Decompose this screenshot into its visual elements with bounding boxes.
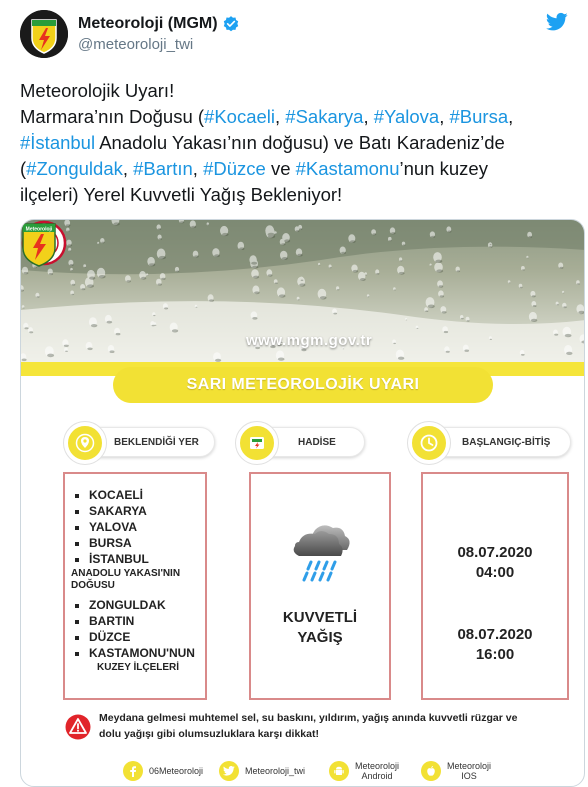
rain-drop-shadow xyxy=(159,238,162,240)
rain-drop-shadow xyxy=(580,313,582,314)
rain-drop-shadow xyxy=(457,270,461,272)
rain-drop-shadow xyxy=(282,257,288,260)
rain-drop-shadow xyxy=(149,263,153,265)
author-name[interactable]: Meteoroloji (MGM) xyxy=(78,15,218,32)
apple-icon xyxy=(425,765,437,777)
bullet-icon xyxy=(75,510,79,514)
weather-report-icon xyxy=(247,433,267,453)
footer-facebook[interactable] xyxy=(123,756,203,786)
location-label: DÜZCE xyxy=(89,630,131,644)
warning-card[interactable] xyxy=(20,219,585,787)
location-item xyxy=(75,646,195,660)
rain-drop-shadow xyxy=(531,319,537,322)
rain-drop-shadow xyxy=(490,339,492,340)
rain-drop-shadow xyxy=(489,246,493,248)
location-item xyxy=(71,580,115,591)
location-label: KUZEY İLÇELERİ xyxy=(97,662,180,673)
tweet-text-segment: Anadolu Yakası’nın doğusu) ve Batı Karadeniz’de xyxy=(95,132,505,153)
rain-drop-shadow xyxy=(268,274,273,276)
tweet-text-segment: , xyxy=(508,106,514,127)
tweet-text-segment: , xyxy=(363,106,374,127)
location-label: BURSA xyxy=(89,536,132,550)
tweet-text-segment: Marmara’nın Doğusu ( xyxy=(20,106,205,127)
rain-drop-shadow xyxy=(251,262,257,265)
rain-drop-shadow xyxy=(268,233,275,237)
rain-drop-shadow xyxy=(152,325,155,327)
rain-drop-shadow xyxy=(253,276,259,279)
pill-period-label: BAŞLANGIÇ-BİTİŞ xyxy=(462,437,551,448)
rain-drop-shadow xyxy=(394,290,396,291)
rain-drop-shadow xyxy=(284,239,290,242)
rain-drop-shadow xyxy=(444,331,448,333)
rain-drop-shadow xyxy=(116,333,121,335)
pill-period xyxy=(413,427,571,457)
rain-drop-shadow xyxy=(300,284,305,286)
author-handle[interactable]: @meteoroloji_twi xyxy=(78,36,194,53)
rain-drop-shadow xyxy=(209,299,214,301)
tweet-text xyxy=(20,78,575,208)
tweet-text-segment: ilçeleri) Yerel Kuvvetli Yağış Bekleniyor! xyxy=(20,184,343,205)
hashtag-link[interactable]: #Düzce xyxy=(203,158,266,179)
rain-drop-shadow xyxy=(87,348,92,351)
rain-drop-shadow xyxy=(65,351,68,352)
hashtag-link[interactable]: #Kastamonu xyxy=(295,158,400,179)
rain-drop-shadow xyxy=(533,305,537,307)
footer-ios[interactable] xyxy=(421,756,491,786)
rain-drop-shadow xyxy=(278,358,285,361)
rain-drop-shadow xyxy=(98,244,100,245)
rain-drop-shadow xyxy=(365,275,367,276)
rain-drop-shadow xyxy=(71,294,74,295)
rain-drop-shadow xyxy=(153,315,155,316)
footer-twitter-label: Meteoroloji_twi xyxy=(245,766,306,776)
rain-drop-shadow xyxy=(91,324,97,327)
hashtag-link[interactable]: #Bartın xyxy=(133,158,193,179)
rain-drop-shadow xyxy=(406,320,408,321)
location-label: İSTANBUL xyxy=(89,552,149,566)
rain-drop-shadow xyxy=(81,288,85,290)
rain-drop-shadow xyxy=(22,308,24,309)
location-item xyxy=(75,520,137,534)
pill-hazard-label: HADİSE xyxy=(298,437,336,448)
rain-drop-shadow xyxy=(353,270,358,273)
rain-drop-shadow xyxy=(22,359,27,362)
footer-facebook-label: 06Meteoroloji xyxy=(149,766,204,776)
rain-drop-shadow xyxy=(532,295,536,297)
rain-drop-shadow xyxy=(376,273,379,275)
location-item xyxy=(97,662,179,673)
location-item xyxy=(75,614,134,628)
rain-drop-shadow xyxy=(252,266,258,269)
rain-drop-shadow xyxy=(87,284,94,287)
rain-cloud-icon xyxy=(289,522,353,588)
tweet-text-segment: ’nun kuzey xyxy=(399,158,488,179)
rain-drop-shadow xyxy=(393,343,396,344)
location-label: ANADOLU YAKASI'NIN xyxy=(71,568,181,579)
location-item xyxy=(75,552,149,566)
rain-drop-shadow xyxy=(337,289,340,290)
footer-android-label: Meteoroloji Android xyxy=(355,761,400,781)
hazard-box xyxy=(249,472,391,700)
location-item xyxy=(75,504,147,518)
hashtag-link[interactable]: #Zonguldak xyxy=(26,158,123,179)
bullet-icon xyxy=(75,542,79,546)
location-item xyxy=(75,488,143,502)
rain-drop-shadow xyxy=(350,240,356,243)
rain-drop-shadow xyxy=(275,282,278,284)
rain-drop-shadow xyxy=(207,224,209,225)
rain-drop-shadow xyxy=(431,236,435,238)
rain-drop-shadow xyxy=(430,265,432,266)
rain-drop-shadow xyxy=(194,255,199,257)
rain-drop-shadow xyxy=(254,291,260,294)
rain-drop-shadow xyxy=(320,296,327,299)
rain-drop-shadow xyxy=(556,304,558,305)
twitter-icon[interactable] xyxy=(546,12,568,32)
rain-drop-shadow xyxy=(180,221,184,223)
rain-drop-shadow xyxy=(281,243,285,245)
tweet-text-line xyxy=(20,130,575,156)
rain-drop-shadow xyxy=(297,299,299,300)
rain-drop-shadow xyxy=(439,285,444,287)
rain-drop-shadow xyxy=(442,311,447,313)
rain-drop-shadow xyxy=(461,318,464,319)
rain-drop-shadow xyxy=(509,282,511,283)
avatar[interactable] xyxy=(20,10,68,58)
tweet-text-segment: , xyxy=(192,158,204,179)
footer-android[interactable] xyxy=(329,756,399,786)
rain-drop-shadow xyxy=(566,352,572,355)
rain-drop-shadow xyxy=(360,278,366,281)
tweet-text-line xyxy=(20,182,575,208)
rain-drop-shadow xyxy=(446,351,450,353)
bullet-icon xyxy=(75,604,79,608)
bullet-icon xyxy=(75,526,79,530)
verified-icon xyxy=(222,15,240,33)
rain-drop-shadow xyxy=(49,273,53,275)
rain-drop-shadow xyxy=(107,321,113,324)
location-label: SAKARYA xyxy=(89,504,147,518)
rain-drop-shadow xyxy=(214,254,220,257)
rain-drop-shadow xyxy=(416,328,418,329)
rain-drop-shadow xyxy=(279,294,286,297)
rain-drop-shadow xyxy=(64,345,69,347)
rain-drop-shadow xyxy=(299,228,302,230)
pill-hazard xyxy=(241,427,365,457)
rain-drop-shadow xyxy=(126,280,131,282)
bullet-icon xyxy=(75,620,79,624)
rain-drop-shadow xyxy=(297,254,302,257)
rain-drop-shadow xyxy=(368,296,370,297)
hashtag-link[interactable]: #İstanbul xyxy=(20,132,96,153)
location-item xyxy=(75,630,130,644)
pill-location xyxy=(69,427,215,457)
rain-drop-shadow xyxy=(520,287,523,288)
rain-drop-shadow xyxy=(400,260,403,261)
rain-drop-shadow xyxy=(69,250,71,251)
rain-drop-shadow xyxy=(448,231,452,233)
footer-twitter[interactable] xyxy=(219,756,305,786)
warning-title: SARI METEOROLOJİK UYARI xyxy=(113,367,493,403)
mgm-url[interactable]: www.mgm.gov.tr xyxy=(246,332,373,349)
start-time: 04:00 xyxy=(475,564,515,581)
location-label: KOCAELİ xyxy=(89,488,143,502)
rain-drop-shadow xyxy=(21,290,24,292)
bullet-icon xyxy=(75,636,79,640)
facebook-icon xyxy=(127,765,139,777)
rain-drop-shadow xyxy=(68,244,72,246)
period-box xyxy=(421,472,569,700)
android-icon xyxy=(333,765,345,777)
rain-drop-shadow xyxy=(24,327,28,329)
location-label: BARTIN xyxy=(89,614,135,628)
rain-drop-shadow xyxy=(252,317,257,320)
rain-drop-shadow xyxy=(399,272,405,275)
rain-drop-shadow xyxy=(89,277,95,280)
hazard-line-1: KUVVETLİ xyxy=(282,609,358,626)
rain-drop-shadow xyxy=(296,230,300,232)
location-item xyxy=(71,568,180,579)
rain-drop-shadow xyxy=(522,269,525,270)
rain-drop-shadow xyxy=(158,228,162,230)
rain-drop-shadow xyxy=(71,270,73,271)
tweet-text-segment: , xyxy=(275,106,286,127)
warning-line-2: dolu yağışı gibi olumsuzluklara karşı dikkat! xyxy=(99,728,319,740)
rain-drop-shadow xyxy=(391,232,395,234)
warning-line-1: Meydana gelmesi muhtemel sel, su baskını, yıldırım, yağış anında kuvvetli rüzgar ve xyxy=(99,712,518,724)
pill-location-label: BEKLENDİĞİ YER xyxy=(114,437,199,448)
rain-drop-shadow xyxy=(563,306,566,308)
rain-drop-shadow xyxy=(239,247,244,250)
rain-drop-shadow xyxy=(333,313,337,315)
rain-drop-shadow xyxy=(195,307,197,308)
tweet-text-segment: , xyxy=(122,158,134,179)
tweet-header xyxy=(20,10,568,62)
locations-box xyxy=(63,472,207,700)
rain-drop-shadow xyxy=(159,256,166,259)
rain-drop-shadow xyxy=(176,271,179,273)
rain-drop-shadow xyxy=(563,293,565,294)
hashtag-link[interactable]: #Sakarya xyxy=(285,106,364,127)
rain-drop-shadow xyxy=(70,264,74,266)
twitter-bird-icon xyxy=(223,765,235,777)
rain-drop-shadow xyxy=(29,331,33,333)
hazard-line-2: YAĞIŞ xyxy=(297,629,343,646)
footer-ios-label: Meteoroloji IOS xyxy=(447,761,492,781)
rain-drop-shadow xyxy=(24,272,29,274)
tweet-text-segment: Meteorolojik Uyarı! xyxy=(20,80,175,101)
start-date: 08.07.2020 xyxy=(457,544,533,561)
rain-drop-shadow xyxy=(158,283,162,285)
rain-drop-shadow xyxy=(161,278,165,280)
rain-drop-shadow xyxy=(84,267,86,268)
author-names xyxy=(78,15,240,53)
tweet-text-segment: , xyxy=(439,106,450,127)
location-pin-icon xyxy=(75,433,95,453)
mgm-logo xyxy=(21,220,57,268)
rain-drop-shadow xyxy=(101,242,104,244)
rain-drop-shadow xyxy=(559,267,563,269)
rain-drop-shadow xyxy=(67,230,70,231)
rain-drop-shadow xyxy=(527,258,529,259)
location-label: KASTAMONU'NUN xyxy=(89,646,195,660)
rain-drop-shadow xyxy=(554,334,558,336)
location-item xyxy=(75,598,166,612)
rain-drop-shadow xyxy=(436,269,443,272)
rain-drop-shadow xyxy=(99,275,106,278)
rain-drop-shadow xyxy=(425,310,428,312)
rain-drop-shadow xyxy=(577,283,580,284)
warning-text xyxy=(99,710,579,742)
bullet-icon xyxy=(75,652,79,656)
rain-drop-shadow xyxy=(389,240,392,241)
rain-drop-shadow xyxy=(172,329,178,332)
rain-drop-shadow xyxy=(164,307,168,309)
rain-drop-shadow xyxy=(521,354,525,356)
rain-drop-shadow xyxy=(440,295,445,297)
rain-drop-shadow xyxy=(222,233,229,236)
rain-drop-shadow xyxy=(341,252,346,254)
hashtag-link[interactable]: #Bursa xyxy=(449,106,509,127)
rain-drop-shadow xyxy=(141,277,146,280)
rain-drop-shadow xyxy=(110,350,115,353)
rain-drop-shadow xyxy=(329,267,331,268)
location-item xyxy=(75,536,132,550)
bullet-icon xyxy=(75,558,79,562)
rain-drop-shadow xyxy=(403,244,406,245)
rain-drop-shadow xyxy=(72,284,76,286)
rain-drop-shadow xyxy=(466,320,469,322)
end-time: 16:00 xyxy=(475,646,515,663)
rain-drop-shadow xyxy=(490,244,492,245)
location-label: DOĞUSU xyxy=(71,580,115,591)
rain-drop-shadow xyxy=(275,233,277,234)
rain-drop-shadow xyxy=(464,350,469,352)
rain-drop-shadow xyxy=(113,222,119,225)
location-label: YALOVA xyxy=(89,520,138,534)
rain-drop-shadow xyxy=(428,305,435,309)
hashtag-link[interactable]: #Yalova xyxy=(373,106,440,127)
bullet-icon xyxy=(75,494,79,498)
rain-drop-shadow xyxy=(565,334,572,337)
rain-drop-shadow xyxy=(36,296,39,298)
rain-drop-shadow xyxy=(528,236,532,238)
tweet-text-line xyxy=(20,78,575,104)
rain-drop-shadow xyxy=(319,265,321,266)
svg-text:Meteoroloji: Meteoroloji xyxy=(25,226,53,233)
end-date: 08.07.2020 xyxy=(457,626,533,643)
clock-icon xyxy=(419,433,439,453)
tweet-text-line xyxy=(20,104,575,130)
rain-drop-shadow xyxy=(372,233,376,235)
tweet-text-line xyxy=(20,156,575,182)
rain-drop-shadow xyxy=(47,354,54,358)
rain-drop-shadow xyxy=(301,280,304,281)
location-label: ZONGULDAK xyxy=(89,598,166,612)
rain-drop-shadow xyxy=(147,275,149,276)
warning-icon xyxy=(65,714,91,740)
rain-drop-shadow xyxy=(435,260,442,263)
rain-drop-shadow xyxy=(191,226,196,228)
card-banner xyxy=(21,220,585,362)
rain-drop-shadow xyxy=(398,357,404,360)
tweet-text-segment: ve xyxy=(265,158,296,179)
tweet-text-segment: ( xyxy=(20,158,27,179)
hashtag-link[interactable]: #Kocaeli xyxy=(204,106,276,127)
